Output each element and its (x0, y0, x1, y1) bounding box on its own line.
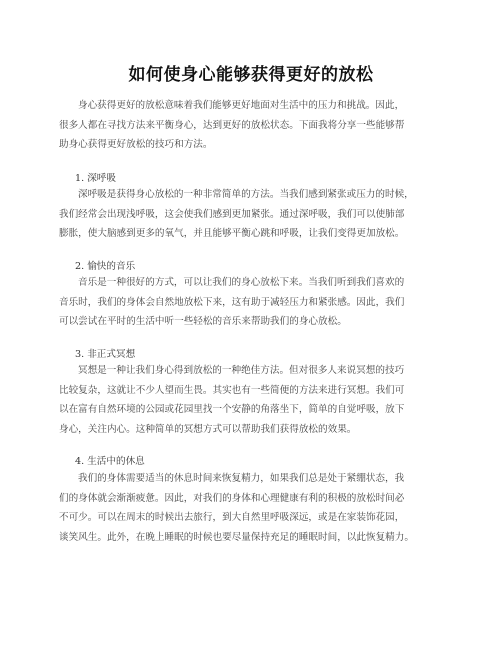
section-heading-3: 3. 非正式冥想 (75, 349, 136, 360)
section-line: 可以尝试在平时的生活中听一些轻松的音乐来帮助我们的身心放松。 (59, 316, 347, 327)
section-line: 我们的身体需要适当的休息时间来恢复精力，如果我们总是处于紧绷状态，我 (78, 473, 405, 484)
section-heading-1: 1. 深呼吸 (75, 173, 116, 184)
section-heading-2: 2. 愉快的音乐 (75, 261, 136, 272)
section-line: 膨胀，使大脑感到更多的氧气，并且能够平衡心跳和呼吸，让我们变得更加放松。 (59, 228, 405, 239)
intro-line: 身心获得更好的放松意味着我们能够更好地面对生活中的压力和挑战。因此， (78, 100, 405, 111)
section-line: 深呼吸是获得身心放松的一种非常简单的方法。当我们感到紧张或压力的时候， (78, 189, 414, 200)
intro-line: 很多人都在寻找方法来平衡身心，达到更好的放松状态。下面我将分享一些能够帮 (59, 119, 405, 131)
section-heading-4: 4. 生活中的休息 (75, 456, 145, 467)
section-paragraph-1 (59, 185, 443, 244)
section-line: 比较复杂，这就让不少人望而生畏。其实也有一些简便的方法来进行冥想。我们可 (59, 384, 405, 396)
section-line: 音乐时，我们的身体会自然地放松下来，这有助于减轻压力和紧张感。因此，我们 (59, 296, 405, 308)
section-line: 们的身体就会渐渐疲惫。因此，对我们的身体和心理健康有利的积极的放松时间必 (59, 492, 405, 504)
intro-paragraph (59, 96, 443, 155)
section-paragraph-4 (59, 469, 443, 547)
section-line: 我们经常会出现浅呼吸，这会使我们感到更加紧张。通过深呼吸，我们可以使肺部 (59, 208, 405, 220)
section-paragraph-3 (59, 361, 443, 439)
section-line: 谈笑风生。此外，在晚上睡眠的时候也要尽量保持充足的睡眠时间，以此恢复精力。 (59, 531, 414, 543)
intro-line: 助身心获得更好放松的技巧和方法。 (59, 139, 213, 150)
section-line: 以在富有自然环境的公园或花园里找一个安静的角落坐下，简单的自觉呼吸，放下 (59, 404, 405, 415)
section-line: 不可少。可以在周末的时候出去旅行，到大自然里呼吸深远，或是在家装饰花园， (59, 512, 405, 523)
document-title: 如何使身心能够获得更好的放松 (128, 65, 374, 85)
section-line: 冥想是一种让我们身心得到放松的一种绝佳方法。但对很多人来说冥想的技巧 (78, 365, 405, 376)
section-paragraph-2 (59, 273, 443, 332)
section-line: 身心，关注内心。这种简单的冥想方式可以帮助我们获得放松的效果。 (59, 423, 357, 435)
section-line: 音乐是一种很好的方式，可以让我们的身心放松下来。当我们听到我们喜欢的 (78, 277, 405, 288)
